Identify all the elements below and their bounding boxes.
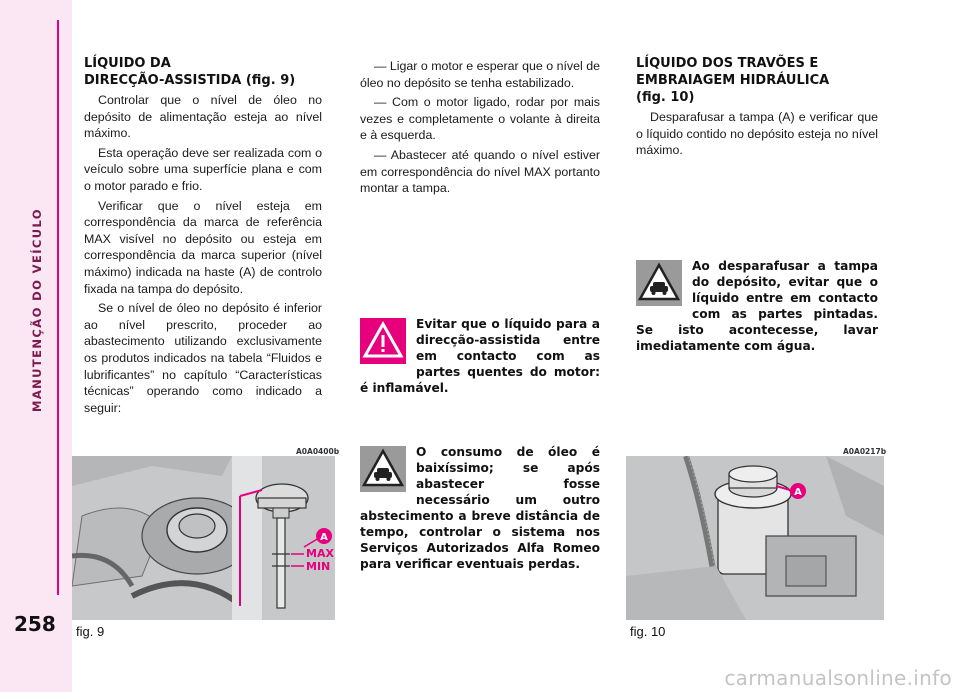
warning-flammable-text: Evitar que o líquido para a direcção-assistida entre em contacto com as partes quentes do motor: é inflamável. — [360, 317, 600, 395]
heading-line-2: EMBRAIAGEM HIDRÁULICA — [636, 73, 830, 88]
paragraph: Controlar que o nível de óleo no depósito de alimentação esteja ao nível máximo. — [84, 93, 322, 141]
label-a: A — [794, 487, 802, 498]
car-warning-icon — [360, 446, 406, 492]
warning-flammable — [360, 316, 600, 396]
paragraph: Verificar que o nível esteja em correspondência da marca de referência MAX visível no depósito ou esteja em correspondência da marca superior (nível máximo) indicada na haste (A) de controlo fixada na tampa do depósito. — [84, 198, 322, 296]
sidebar-divider — [57, 20, 59, 595]
heading-line-1: LÍQUIDO DA — [84, 56, 171, 71]
label-min: MIN — [306, 560, 331, 573]
heading-figref: (fig. 10) — [636, 90, 695, 105]
paragraph: Se o nível de óleo no depósito é inferior ao nível prescrito, proceder ao abastecimento utilizando exclusivamente os produtos indicados na tabela “Fluidos e lubrificantes” no capítulo “Características técnicas” operando como indicado a seguir: — [84, 301, 322, 415]
label-max: MAX — [306, 547, 334, 560]
watermark: carmanualsonline.info — [724, 666, 952, 690]
brake-fluid-reservoir-illustration — [626, 456, 884, 620]
section-label: MANUTENÇÃO DO VEÍCULO — [30, 208, 44, 412]
step: — Ligar o motor e esperar que o nível de óleo no depósito se tenha estabilizado. — [360, 59, 600, 90]
warning-triangle-icon — [360, 318, 406, 364]
paragraph: Esta operação deve ser realizada com o veículo sobre uma superfície plana e com o motor parado e frio. — [84, 145, 322, 193]
column-power-steering — [84, 55, 322, 416]
warning-paint-text: Ao desparafusar a tampa do depósito, evitar que o líquido entre em contacto com as partes pintadas. Se isto acontecesse, lavar imediatamente com água. — [636, 259, 878, 353]
warning-consumption — [360, 444, 600, 572]
heading-line-1: LÍQUIDO DOS TRAVÕES E — [636, 56, 819, 71]
figure-10-image — [626, 456, 884, 620]
figure-9-image — [72, 456, 335, 620]
power-steering-reservoir-illustration — [72, 456, 335, 620]
warning-consumption-text: O consumo de óleo é baixíssimo; se após abastecer fosse necessário um outro abstecimento a breve distância de tempo, controlar o sistema nos Serviços Autorizados Alfa Romeo para verificar eventuais perdas. — [360, 445, 600, 571]
step: — Abastecer até quando o nível estiver em correspondência do nível MAX portanto montar a tampa. — [360, 147, 600, 196]
heading-figref: (fig. 9) — [245, 73, 296, 88]
column-procedure — [360, 55, 600, 197]
step: — Com o motor ligado, rodar por mais vezes e completamente o volante à direita e à esquerda. — [360, 95, 600, 143]
heading-line-2: DIRECÇÃO-ASSISTIDA — [84, 73, 242, 88]
figure-code: A0A0217b — [843, 447, 887, 456]
heading-brake-fluid — [636, 55, 878, 106]
label-a: A — [320, 532, 328, 543]
paragraph: Desparafusar a tampa (A) e verificar que o líquido contido no depósito esteja no nível máximo. — [636, 110, 878, 158]
figure-9-caption: fig. 9 — [76, 624, 105, 639]
figure-10-caption: fig. 10 — [630, 624, 666, 639]
column-brake-fluid — [636, 55, 878, 159]
car-warning-icon — [636, 260, 682, 306]
heading-power-steering — [84, 55, 322, 89]
figure-code: A0A0400b — [296, 447, 340, 456]
page-number: 258 — [14, 612, 56, 636]
warning-paint — [636, 258, 878, 354]
